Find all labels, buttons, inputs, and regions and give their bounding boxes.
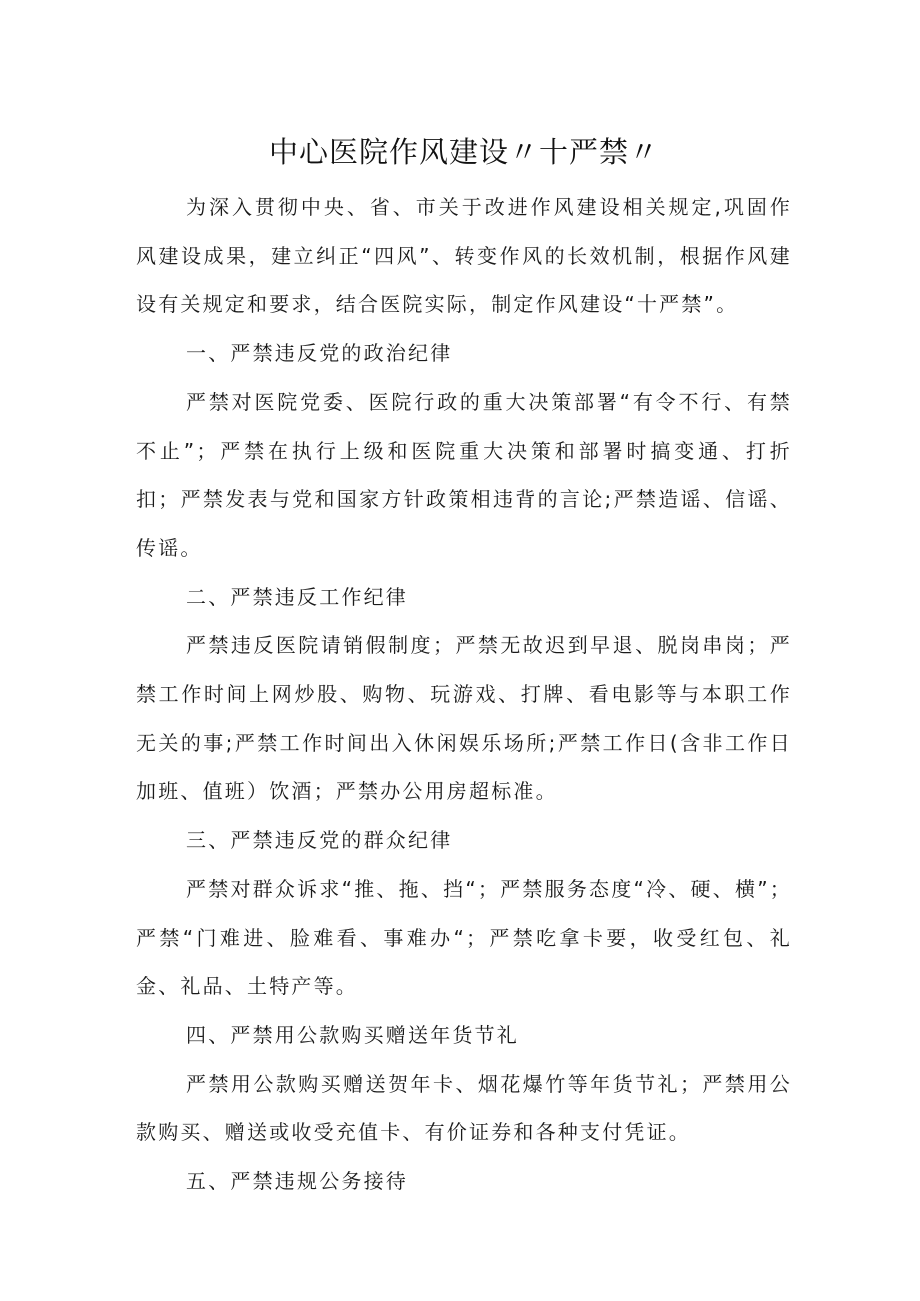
section-heading-5: 五、严禁违规公务接待 bbox=[186, 1169, 408, 1194]
section-paragraph-2: 严禁违反医院请销假制度；严禁无故迟到早退、脱岗串岗；严禁工作时间上网炒股、购物、玩游戏、打牌、看电影等与本职工作无关的事;严禁工作时间出入休闲娱乐场所;严禁工作日(含非工作日加班、值班）饮酒；严禁办公用房超标准。 bbox=[136, 633, 792, 804]
section-paragraph-1: 严禁对医院党委、医院行政的重大决策部署“有令不行、有禁不止”；严禁在执行上级和医院重大决策和部署时搞变通、打折扣；严禁发表与党和国家方针政策相违背的言论;严禁造谣、信谣、传谣。 bbox=[136, 389, 792, 560]
section-paragraph-4: 严禁用公款购买赠送贺年卡、烟花爆竹等年货节礼；严禁用公款购买、赠送或收受充值卡、有价证券和各种支付凭证。 bbox=[136, 1071, 792, 1145]
document-title: 中心医院作风建设〃十严禁〃 bbox=[268, 135, 659, 169]
section-heading-2: 二、严禁违反工作纪律 bbox=[186, 584, 408, 609]
intro-paragraph: 为深入贯彻中央、省、市关于改进作风建设相关规定,巩固作风建设成果，建立纠正“四风”、转变作风的长效机制，根据作风建设有关规定和要求，结合医院实际，制定作风建设“十严禁”。 bbox=[136, 195, 792, 317]
section-heading-3: 三、严禁违反党的群众纪律 bbox=[186, 828, 453, 853]
section-heading-1: 一、严禁违反党的政治纪律 bbox=[186, 341, 453, 366]
section-heading-4: 四、严禁用公款购买赠送年货节礼 bbox=[186, 1022, 519, 1047]
document-body bbox=[136, 183, 792, 1206]
section-paragraph-3: 严禁对群众诉求“推、拖、挡“；严禁服务态度“冷、硬、横”；严禁“门难进、脸难看、事难办“；严禁吃拿卡要，收受红包、礼金、礼品、土特产等。 bbox=[136, 876, 792, 999]
